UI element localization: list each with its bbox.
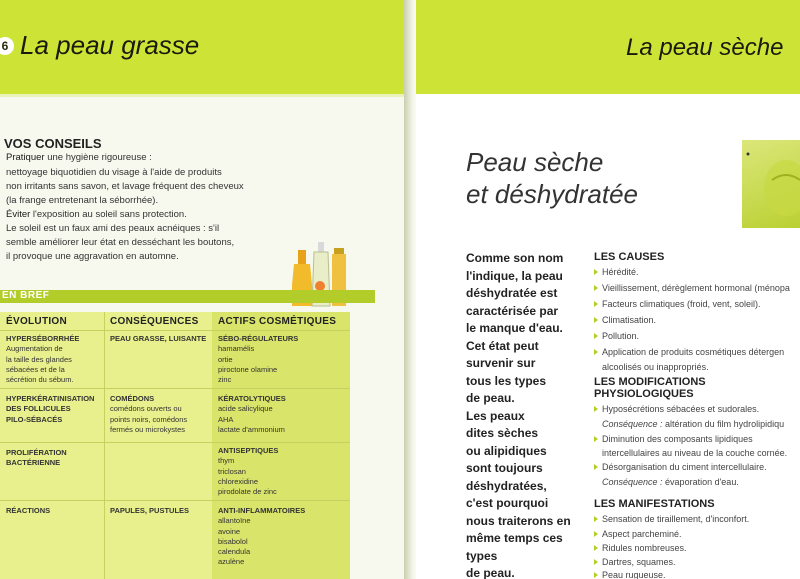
left-page-title: La peau grasse bbox=[20, 30, 200, 60]
cause-item: Facteurs climatiques (froid, vent, soleil). bbox=[594, 299, 761, 309]
causes-title: LES CAUSES bbox=[594, 251, 665, 263]
cell-actifs-4: ANTI-INFLAMMATOIRES allantoïne avoine bisabolol calendula azulène bbox=[218, 506, 306, 567]
modification-item: Désorganisation du ciment intercellulaire. bbox=[594, 462, 767, 472]
table-rule bbox=[0, 388, 350, 389]
cell-consequence-1: PEAU GRASSE, LUISANTE bbox=[110, 334, 207, 343]
cause-item: Pollution. bbox=[594, 331, 639, 341]
manifestations-title: LES MANIFESTATIONS bbox=[594, 498, 715, 510]
section-big-title bbox=[466, 146, 638, 210]
conseil-line: il provoque une aggravation en automne. bbox=[6, 251, 179, 262]
modification-consequence: Conséquence : évaporation d'eau. bbox=[602, 477, 739, 487]
modification-consequence: Conséquence : altération du film hydrolipidiqu bbox=[602, 419, 785, 429]
table-rule bbox=[0, 442, 350, 443]
table-rule bbox=[0, 500, 350, 501]
big-title-line-2: et déshydratée bbox=[466, 179, 639, 209]
col-divider bbox=[104, 312, 105, 579]
col-header-consequences: CONSÉQUENCES bbox=[110, 316, 199, 327]
cell-actifs-1: SÉBO-RÉGULATEURS hamamélis ortie piroctone olamine zinc bbox=[218, 334, 299, 385]
face-photo-shape bbox=[742, 140, 800, 228]
cell-evolution-1: HYPERSÉBORRHÉE Augmentation de la taille des glandes sébacées et de la sécrétion du sébum. bbox=[6, 334, 80, 385]
cell-evolution-4: RÉACTIONS bbox=[6, 506, 51, 515]
cell-actifs-2: KÉRATOLYTIQUES acide salicylique AHA lactate d'ammonium bbox=[218, 394, 286, 434]
conseil-line: non irritants sans savon, et lavage fréquent des cheveux bbox=[6, 181, 244, 192]
conseils-title: VOS CONSEILS bbox=[4, 136, 102, 151]
modification-continuation: intercellulaires au niveau de la couche cornée. bbox=[602, 448, 788, 458]
cause-item: Vieillissement, dérèglement hormonal (ménopa bbox=[594, 283, 790, 293]
right-page bbox=[416, 0, 800, 579]
manifestation-item: Sensation de tiraillement, d'inconfort. bbox=[594, 514, 749, 524]
conseil-line: Éviter l'exposition au soleil sans protection. bbox=[6, 209, 187, 220]
col-header-evolution: ÉVOLUTION bbox=[6, 316, 68, 327]
cell-evolution-2: HYPERKÉRATINISATION DES FOLLICULES PILO-SÉBACÉS bbox=[6, 394, 95, 424]
modification-item: Diminution des composants lipidiques bbox=[594, 434, 753, 444]
cause-item: Hérédité. bbox=[594, 267, 639, 277]
en-bref-label: EN BREF bbox=[2, 290, 50, 301]
conseil-line: nettoyage biquotidien du visage à l'aide de produits bbox=[6, 167, 222, 178]
col-header-actifs: ACTIFS COSMÉTIQUES bbox=[218, 316, 337, 327]
conseil-line: semble améliorer leur état en desséchant les boutons, bbox=[6, 237, 235, 248]
conseil-line: (la frange entretenant la séborrhée). bbox=[6, 195, 159, 206]
cell-actifs-3: ANTISEPTIQUES thym triclosan chlorexidine pirodolate de zinc bbox=[218, 446, 279, 497]
conseil-line: Le soleil est un faux ami des peaux acnéiques : s'il bbox=[6, 223, 220, 234]
modification-item: Hyposécrétions sébacées et sudorales. bbox=[594, 404, 759, 414]
cell-evolution-3: PROLIFÉRATION BACTÉRIENNE bbox=[6, 448, 67, 468]
manifestation-item: Aspect parcheminé. bbox=[594, 529, 682, 539]
en-bref-bar bbox=[0, 290, 375, 303]
manifestation-item: Dartres, squames. bbox=[594, 557, 676, 567]
cell-consequence-4: PAPULES, PUSTULES bbox=[110, 506, 190, 515]
conseil-line: Pratiquer une hygiène rigoureuse : bbox=[6, 152, 152, 163]
cause-item: Climatisation. bbox=[594, 315, 656, 325]
manifestation-item: Ridules nombreuses. bbox=[594, 543, 687, 553]
face-photo bbox=[742, 140, 800, 228]
right-page-title: La peau sèche bbox=[626, 34, 784, 61]
manifestation-item: Peau rugueuse. bbox=[594, 570, 666, 579]
cell-consequence-2: COMÉDONS comédons ouverts ou points noirs, comédons fermés ou microkystes bbox=[110, 394, 188, 434]
big-title-line-1: Peau sèche bbox=[466, 147, 604, 177]
cause-item: Application de produits cosmétiques détergen bbox=[594, 347, 784, 357]
intro-paragraph: Comme son nom l'indique, la peau déshydratée est caractérisée par le manque d'eau. Cet état peut survenir sur tous les types de peau. Les peaux dites sèches ou alipidiques sont toujours déshydratées, c'est pourquoi nous traiterons en même temps ces types de peau. bbox=[466, 251, 571, 579]
modifications-title: LES MODIFICATIONS PHYSIOLOGIQUES bbox=[594, 376, 706, 400]
table-rule bbox=[0, 330, 350, 331]
cause-item-continuation: alcoolisés ou inappropriés. bbox=[602, 362, 709, 372]
chapter-number-badge: 6 bbox=[0, 37, 14, 55]
